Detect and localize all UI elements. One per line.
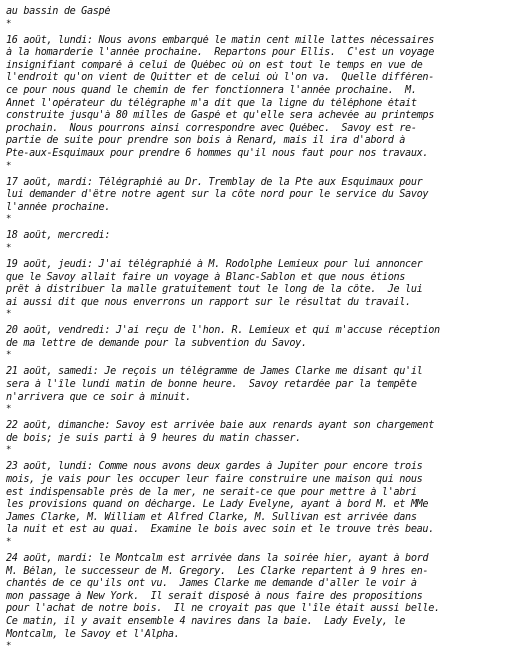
entry-line: insignifiant comparé à celui de Québec où on est tout le temps en vue de [6, 59, 423, 71]
entry-line: construite jusqu'à 80 milles de Gaspé et qu'elle sera achevée au printemps [6, 110, 434, 122]
entry-line: à la homarderie l'année prochaine. Repartons pour Ellis. C'est un voyage [6, 47, 434, 59]
entry-line: mon passage à New York. Il serait disposé à nous faire des propositions [6, 590, 423, 602]
separator-star: * [6, 537, 12, 547]
entry-line: 21 août, samedi: Je reçois un télégramme de James Clarke me disant qu'il [6, 366, 423, 378]
entry-line: l'année prochaine. [6, 201, 111, 213]
entry-line: les provisions quand on décharge. Le Lady Evelyne, ayant à bord M. et MMe [6, 499, 429, 511]
entry-line: lui demander d'être notre agent sur la côte nord pour le service du Savoy [6, 189, 429, 201]
entry-line: pour l'achat de notre bois. Il ne croyait pas que l'île était aussi belle. [6, 603, 440, 615]
journal-entry [6, 230, 515, 253]
journal-entry [6, 420, 515, 455]
entry-line: Annet l'opérateur du télégraphe m'a dit que la ligne du téléphone était [6, 97, 417, 109]
entry-line: la nuit et est au quai. Examine le bois avec soin et le trouve très beau. [6, 524, 434, 536]
entry-line: est indispensable près de la mer, ne serait-ce que pour mettre à l'abri [6, 486, 417, 498]
entry-line: ce pour nous quand le chemin de fer fonctionnera l'année prochaine. M. [6, 84, 417, 96]
entry-line: 17 août, mardi: Télégraphié au Dr. Tremblay de la Pte aux Esquimaux pour [6, 176, 423, 188]
entry-line: ai aussi dit que nous enverrons un rapport sur le résultat du travail. [6, 296, 411, 308]
entry-line: Pte-aux-Esquimaux pour prendre 6 hommes qu'il nous faut pour nos travaux. [6, 147, 429, 159]
separator-star: * [6, 242, 12, 253]
separator-star: * [6, 18, 12, 29]
journal-entry [6, 35, 515, 171]
entry-line: Montcalm, le Savoy et l'Alpha. [6, 628, 180, 640]
entry-line: 19 août, jeudi: J'ai télégraphié à M. Rodolphe Lemieux pour lui annoncer [6, 258, 423, 270]
separator-star: * [6, 445, 12, 456]
entry-line: n'arrivera que ce soir à minuit. [6, 391, 192, 403]
journal-entry [6, 366, 515, 414]
page-header: au bassin de Gaspé [6, 6, 111, 17]
separator-star: * [6, 641, 12, 652]
separator-star: * [6, 350, 12, 361]
separator-star: * [6, 214, 12, 225]
entry-line: 18 août, mercredi: [6, 230, 111, 242]
entry-line: 24 août, mardi: le Montcalm est arrivée dans la soirée hier, ayant à bord [6, 553, 429, 564]
entry-line: prêt à distribuer la malle gratuitement tout le long de la côte. Je lui [6, 284, 423, 296]
journal-entries [6, 35, 515, 652]
entry-line: que le Savoy allait faire un voyage à Blanc-Sablon et que nous étions [6, 271, 406, 283]
separator-star: * [6, 404, 12, 415]
entry-line: 20 août, vendredi: J'ai reçu de l'hon. R. Lemieux et qui m'accuse réception [6, 325, 440, 337]
entry-line: mois, je vais pour les occuper leur faire construire une maison qui nous [6, 474, 423, 486]
separator-star: * [6, 160, 12, 171]
entry-line: partie de suite pour prendre son bois à Renard, mais il ira d'abord à [6, 135, 406, 147]
journal-entry [6, 553, 515, 651]
entry-line: M. Bélan, le successeur de M. Gregory. Les Clarke repartent à 9 hres en- [6, 565, 429, 577]
entry-line: chantés de ce qu'ils ont vu. James Clarke me demande d'aller le voir à [6, 578, 417, 590]
entry-line: James Clarke, M. William et Alfred Clarke, M. Sullivan est arrivée dans [6, 511, 417, 523]
entry-line: Ce matin, il y avait ensemble 4 navires dans la baie. Lady Evely, le [6, 615, 406, 627]
entry-line: 16 août, lundi: Nous avons embarqué le matin cent mille lattes nécessaires [6, 34, 434, 46]
journal-entry [6, 177, 515, 225]
journal-entry [6, 461, 515, 547]
journal-entry [6, 325, 515, 360]
entry-line: prochain. Nous pourrons ainsi correspondre avec Québec. Savoy est re- [6, 122, 417, 134]
journal-entry [6, 259, 515, 319]
entry-line: sera à l'île lundi matin de bonne heure. Savoy retardée par la tempête [6, 379, 417, 391]
entry-line: de ma lettre de demande pour la subvention du Savoy. [6, 337, 307, 349]
entry-line: de bois; je suis parti à 9 heures du matin chasser. [6, 432, 301, 444]
entry-line: 22 août, dimanche: Savoy est arrivée baie aux renards ayant son chargement [6, 420, 434, 432]
entry-line: 23 août, lundi: Comme nous avons deux gardes à Jupiter pour encore trois [6, 461, 423, 473]
separator-star: * [6, 309, 12, 320]
entry-line: l'endroit qu'on vient de Quitter et de celui où l'on va. Quelle différen- [6, 72, 434, 84]
